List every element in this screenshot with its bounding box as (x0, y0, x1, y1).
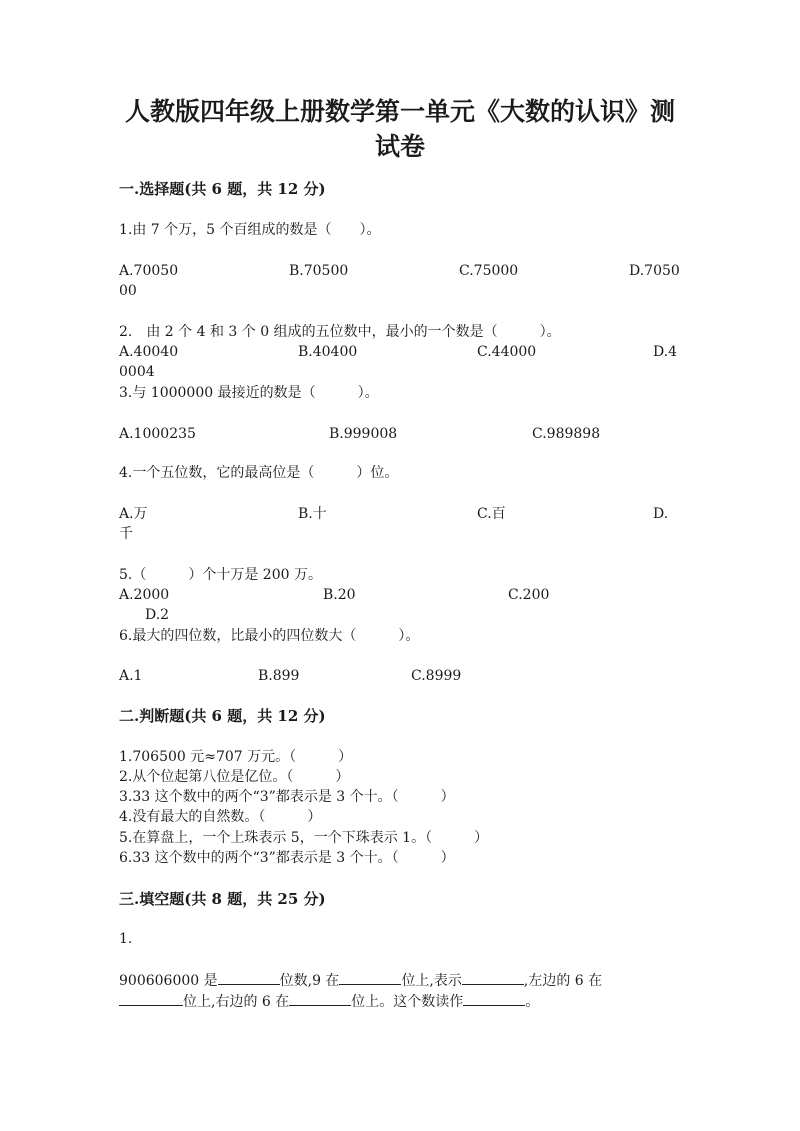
option-d: D.4 (653, 344, 678, 360)
fill-question-number: 1. (119, 931, 133, 947)
option-b: B.70500 (289, 263, 349, 279)
option-d-wrap: 00 (119, 283, 137, 299)
fill-line-1 (119, 969, 602, 991)
option-b: B.十 (298, 506, 327, 522)
option-a: A.2000 (119, 587, 170, 603)
answer-blank[interactable] (463, 990, 525, 1006)
fill-text: 位上,右边的 6 在 (183, 994, 290, 1010)
question-stem: 1.由 7 个万，5 个百组成的数是（ ）。 (119, 222, 381, 238)
answer-blank[interactable] (218, 969, 280, 985)
option-d: D.7050 (629, 263, 680, 279)
answer-blank[interactable] (339, 969, 401, 985)
option-d-wrap: 千 (119, 526, 133, 542)
question-stem: 2. 由 2 个 4 和 3 个 0 组成的五位数中，最小的一个数是（ ）。 (119, 324, 561, 340)
option-b: B.999008 (329, 426, 398, 442)
fill-text: 位上,表示 (401, 973, 462, 989)
answer-blank[interactable] (462, 969, 524, 985)
judge-item: 4.没有最大的自然数。（ ） (119, 809, 322, 825)
option-c: C.8999 (411, 668, 462, 684)
judge-item: 1.706500 元≈707 万元。（ ） (119, 749, 353, 765)
option-c: C.200 (508, 587, 550, 603)
option-b: B.899 (258, 668, 300, 684)
option-c: C.44000 (477, 344, 537, 360)
section-heading-choice: 一.选择题(共 6 题，共 12 分) (119, 180, 326, 198)
page-title-line-1: 人教版四年级上册数学第一单元《大数的认识》测 (124, 97, 675, 126)
option-a: A.1 (119, 668, 143, 684)
option-c: C.75000 (459, 263, 519, 279)
fill-line-2 (119, 990, 539, 1012)
option-c: C.989898 (532, 426, 601, 442)
option-a: A.1000235 (119, 426, 196, 442)
answer-blank[interactable] (119, 990, 183, 1006)
option-a: A.40040 (119, 344, 179, 360)
judge-item: 3.33 这个数中的两个“3”都表示是 3 个十。（ ） (119, 789, 455, 805)
fill-text: 位上。这个数读作 (351, 994, 464, 1010)
judge-item: 2.从个位起第八位是亿位。（ ） (119, 769, 350, 785)
question-stem: 3.与 1000000 最接近的数是（ ）。 (119, 385, 379, 401)
option-d: D. (653, 506, 669, 522)
option-c: C.百 (477, 506, 506, 522)
answer-blank[interactable] (289, 990, 351, 1006)
option-b: B.20 (323, 587, 356, 603)
option-a: A.万 (119, 506, 148, 522)
option-d: D.2 (145, 607, 170, 623)
section-heading-fill: 三.填空题(共 8 题，共 25 分) (119, 890, 326, 908)
fill-text: ,左边的 6 在 (523, 973, 603, 989)
question-stem: 5.（ ）个十万是 200 万。 (119, 567, 322, 583)
question-stem: 6.最大的四位数，比最小的四位数大（ ）。 (119, 628, 420, 644)
page-title-line-2: 试卷 (374, 132, 425, 161)
fill-text: 900606000 是 (119, 973, 218, 989)
option-b: B.40400 (298, 344, 358, 360)
question-stem: 4.一个五位数，它的最高位是（ ）位。 (119, 465, 399, 481)
fill-text: 。 (525, 994, 540, 1010)
section-heading-judge: 二.判断题(共 6 题，共 12 分) (119, 707, 326, 725)
option-a: A.70050 (119, 263, 179, 279)
option-d-wrap: 0004 (119, 364, 155, 380)
fill-text: 位数,9 在 (279, 973, 340, 989)
judge-item: 5.在算盘上，一个上珠表示 5，一个下珠表示 1。（ ） (119, 830, 489, 846)
judge-item: 6.33 这个数中的两个“3”都表示是 3 个十。（ ） (119, 850, 455, 866)
